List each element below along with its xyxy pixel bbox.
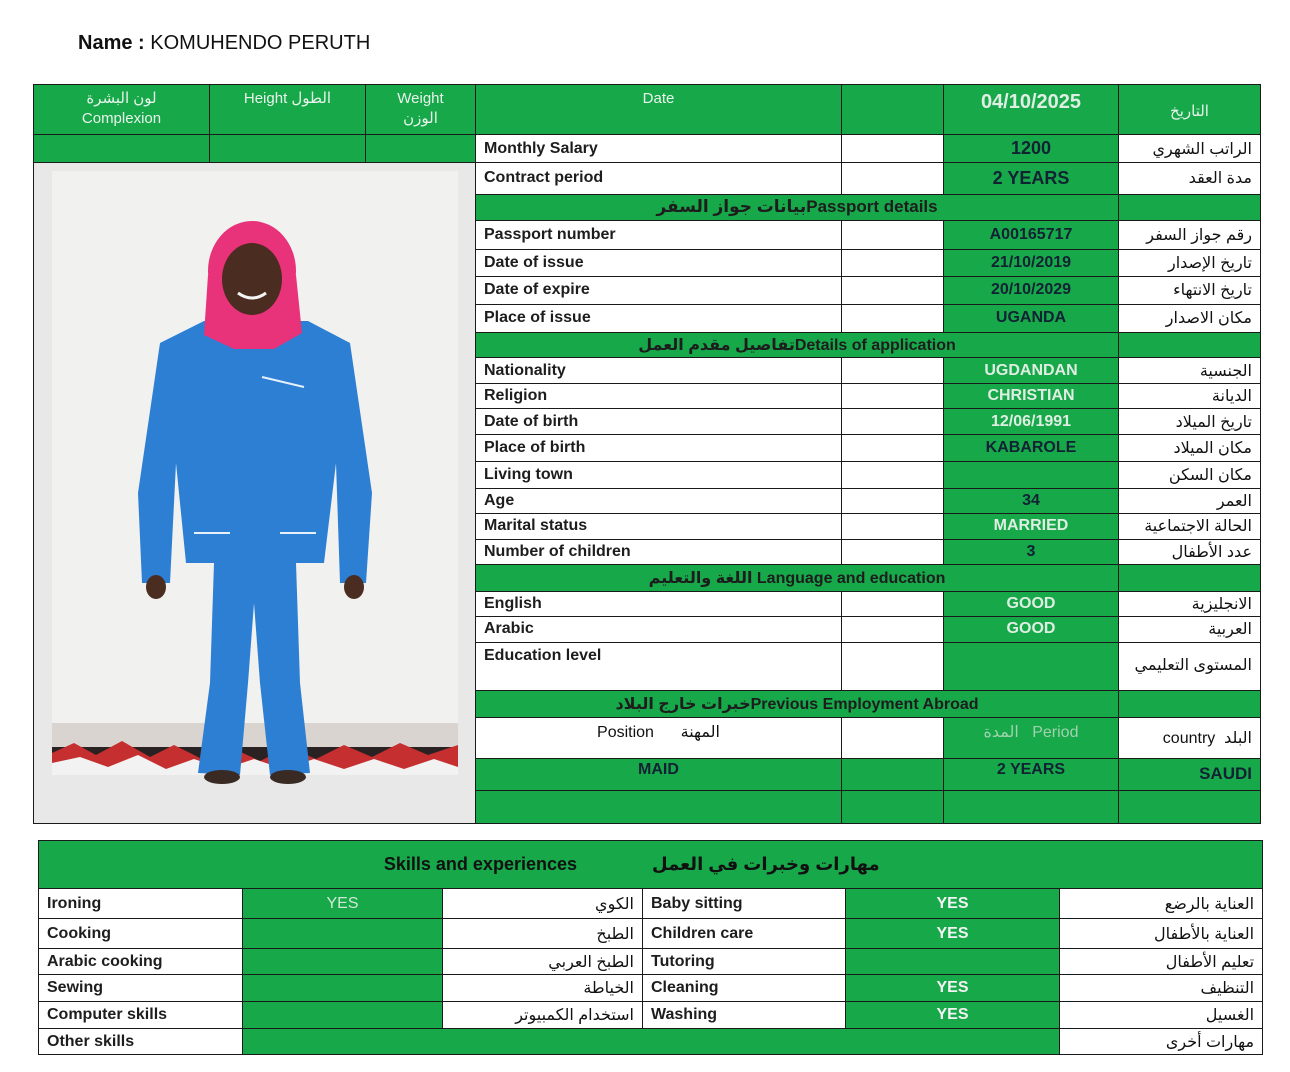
marital-status-value: MARRIED (944, 514, 1119, 539)
cooking-value (243, 919, 443, 949)
tutoring-ar: تعليم الأطفال (1060, 949, 1263, 975)
date-ar: التاريخ (1119, 85, 1261, 135)
children-label: Number of children (476, 539, 842, 564)
salary-value: 1200 (944, 135, 1119, 163)
washing-value: YES (846, 1002, 1060, 1029)
nationality-label: Nationality (476, 358, 842, 383)
place-of-issue-value: UGANDA (944, 304, 1119, 333)
age-ar: العمر (1119, 488, 1261, 513)
expire-date-ar: تاريخ الانتهاء (1119, 277, 1261, 304)
issue-date-label: Date of issue (476, 249, 842, 276)
height-header: Height الطول (210, 85, 366, 135)
tutoring-label: Tutoring (643, 949, 846, 975)
age-value: 34 (944, 488, 1119, 513)
issue-date-value: 21/10/2019 (944, 249, 1119, 276)
children-ar: عدد الأطفال (1119, 539, 1261, 564)
birth-date-value: 12/06/1991 (944, 409, 1119, 434)
ironing-ar: الكوي (443, 889, 643, 919)
name-label: Name : (78, 32, 145, 54)
birth-date-ar: تاريخ الميلاد (1119, 409, 1261, 434)
name-value: KOMUHENDO PERUTH (150, 32, 371, 54)
photo-frame (34, 163, 476, 824)
marital-status-label: Marital status (476, 514, 842, 539)
english-ar: الانجليزية (1119, 591, 1261, 616)
salary-ar: الراتب الشهري (1119, 135, 1261, 163)
birth-place-ar: مكان الميلاد (1119, 434, 1261, 461)
period-header: المدة Period (944, 717, 1119, 758)
contract-label: Contract period (476, 163, 842, 195)
children-care-ar: العناية بالأطفال (1060, 919, 1263, 949)
passport-number-value: A00165717 (944, 221, 1119, 250)
country-header: country البلد (1119, 717, 1261, 758)
complexion-value (34, 135, 210, 163)
english-value: GOOD (944, 591, 1119, 616)
skills-title-ar: مهارات وخبرات في العمل (652, 854, 880, 874)
application-table (33, 84, 1261, 824)
height-value (210, 135, 366, 163)
employment-position-value: MAID (476, 758, 842, 791)
skills-table (38, 840, 1263, 1055)
nationality-ar: الجنسية (1119, 358, 1261, 383)
age-label: Age (476, 488, 842, 513)
cleaning-value: YES (846, 975, 1060, 1002)
language-section-title: اللغة والتعليم Language and education (476, 565, 1119, 591)
skills-title (39, 841, 1263, 889)
arabic-value: GOOD (944, 617, 1119, 642)
contract-ar: مدة العقد (1119, 163, 1261, 195)
sewing-ar: الخياطة (443, 975, 643, 1002)
arabic-label: Arabic (476, 617, 842, 642)
passport-number-label: Passport number (476, 221, 842, 250)
living-town-label: Living town (476, 462, 842, 488)
sewing-label: Sewing (39, 975, 243, 1002)
applicant-photo (34, 163, 476, 823)
applicant-name (78, 32, 370, 55)
date-value: 04/10/2025 (944, 85, 1119, 135)
employment-section-title: خبرات خارج البلادPrevious Employment Abroad (476, 691, 1119, 717)
skills-title-en: Skills and experiences (383, 854, 577, 874)
expire-date-value: 20/10/2029 (944, 277, 1119, 304)
expire-date-label: Date of expire (476, 277, 842, 304)
weight-header: Weight الوزن (366, 85, 476, 135)
place-of-issue-label: Place of issue (476, 304, 842, 333)
arabic-cooking-ar: الطبخ العربي (443, 949, 643, 975)
children-care-value: YES (846, 919, 1060, 949)
weight-value (366, 135, 476, 163)
application-section-title: تفاصيل مقدم العملDetails of application (476, 333, 1119, 358)
arabic-ar: العربية (1119, 617, 1261, 642)
arabic-cooking-value (243, 949, 443, 975)
complexion-header: لون البشرة Complexion (34, 85, 210, 135)
issue-date-ar: تاريخ الإصدار (1119, 249, 1261, 276)
education-value (944, 642, 1119, 691)
other-skills-label: Other skills (39, 1029, 243, 1055)
living-town-ar: مكان السكن (1119, 462, 1261, 488)
other-skills-value (243, 1029, 1060, 1055)
ironing-label: Ironing (39, 889, 243, 919)
position-header: Position المهنة (476, 717, 842, 758)
english-label: English (476, 591, 842, 616)
baby-sitting-label: Baby sitting (643, 889, 846, 919)
employment-period-value: 2 YEARS (944, 758, 1119, 791)
passport-number-ar: رقم جواز السفر (1119, 221, 1261, 250)
marital-status-ar: الحالة الاجتماعية (1119, 514, 1261, 539)
birth-place-label: Place of birth (476, 434, 842, 461)
other-skills-ar: مهارات أخرى (1060, 1029, 1263, 1055)
passport-section-title: بيانات جواز السفرPassport details (476, 194, 1119, 220)
baby-sitting-ar: العناية بالرضع (1060, 889, 1263, 919)
children-value: 3 (944, 539, 1119, 564)
computer-skills-label: Computer skills (39, 1002, 243, 1029)
living-town-value (944, 462, 1119, 488)
date-label: Date (476, 85, 842, 135)
education-ar: المستوى التعليمي (1119, 642, 1261, 691)
cleaning-label: Cleaning (643, 975, 846, 1002)
cooking-label: Cooking (39, 919, 243, 949)
cleaning-ar: التنظيف (1060, 975, 1263, 1002)
salary-label: Monthly Salary (476, 135, 842, 163)
computer-skills-ar: استخدام الكمبيوتر (443, 1002, 643, 1029)
nationality-value: UGDANDAN (944, 358, 1119, 383)
religion-value: CHRISTIAN (944, 383, 1119, 408)
religion-label: Religion (476, 383, 842, 408)
tutoring-value (846, 949, 1060, 975)
ironing-value: YES (243, 889, 443, 919)
computer-skills-value (243, 1002, 443, 1029)
washing-ar: الغسيل (1060, 1002, 1263, 1029)
contract-value: 2 YEARS (944, 163, 1119, 195)
birth-date-label: Date of birth (476, 409, 842, 434)
employment-country-value: SAUDI (1119, 758, 1261, 791)
birth-place-value: KABAROLE (944, 434, 1119, 461)
children-care-label: Children care (643, 919, 846, 949)
cooking-ar: الطبخ (443, 919, 643, 949)
washing-label: Washing (643, 1002, 846, 1029)
baby-sitting-value: YES (846, 889, 1060, 919)
education-label: Education level (476, 642, 842, 691)
religion-ar: الديانة (1119, 383, 1261, 408)
arabic-cooking-label: Arabic cooking (39, 949, 243, 975)
sewing-value (243, 975, 443, 1002)
place-of-issue-ar: مكان الاصدار (1119, 304, 1261, 333)
